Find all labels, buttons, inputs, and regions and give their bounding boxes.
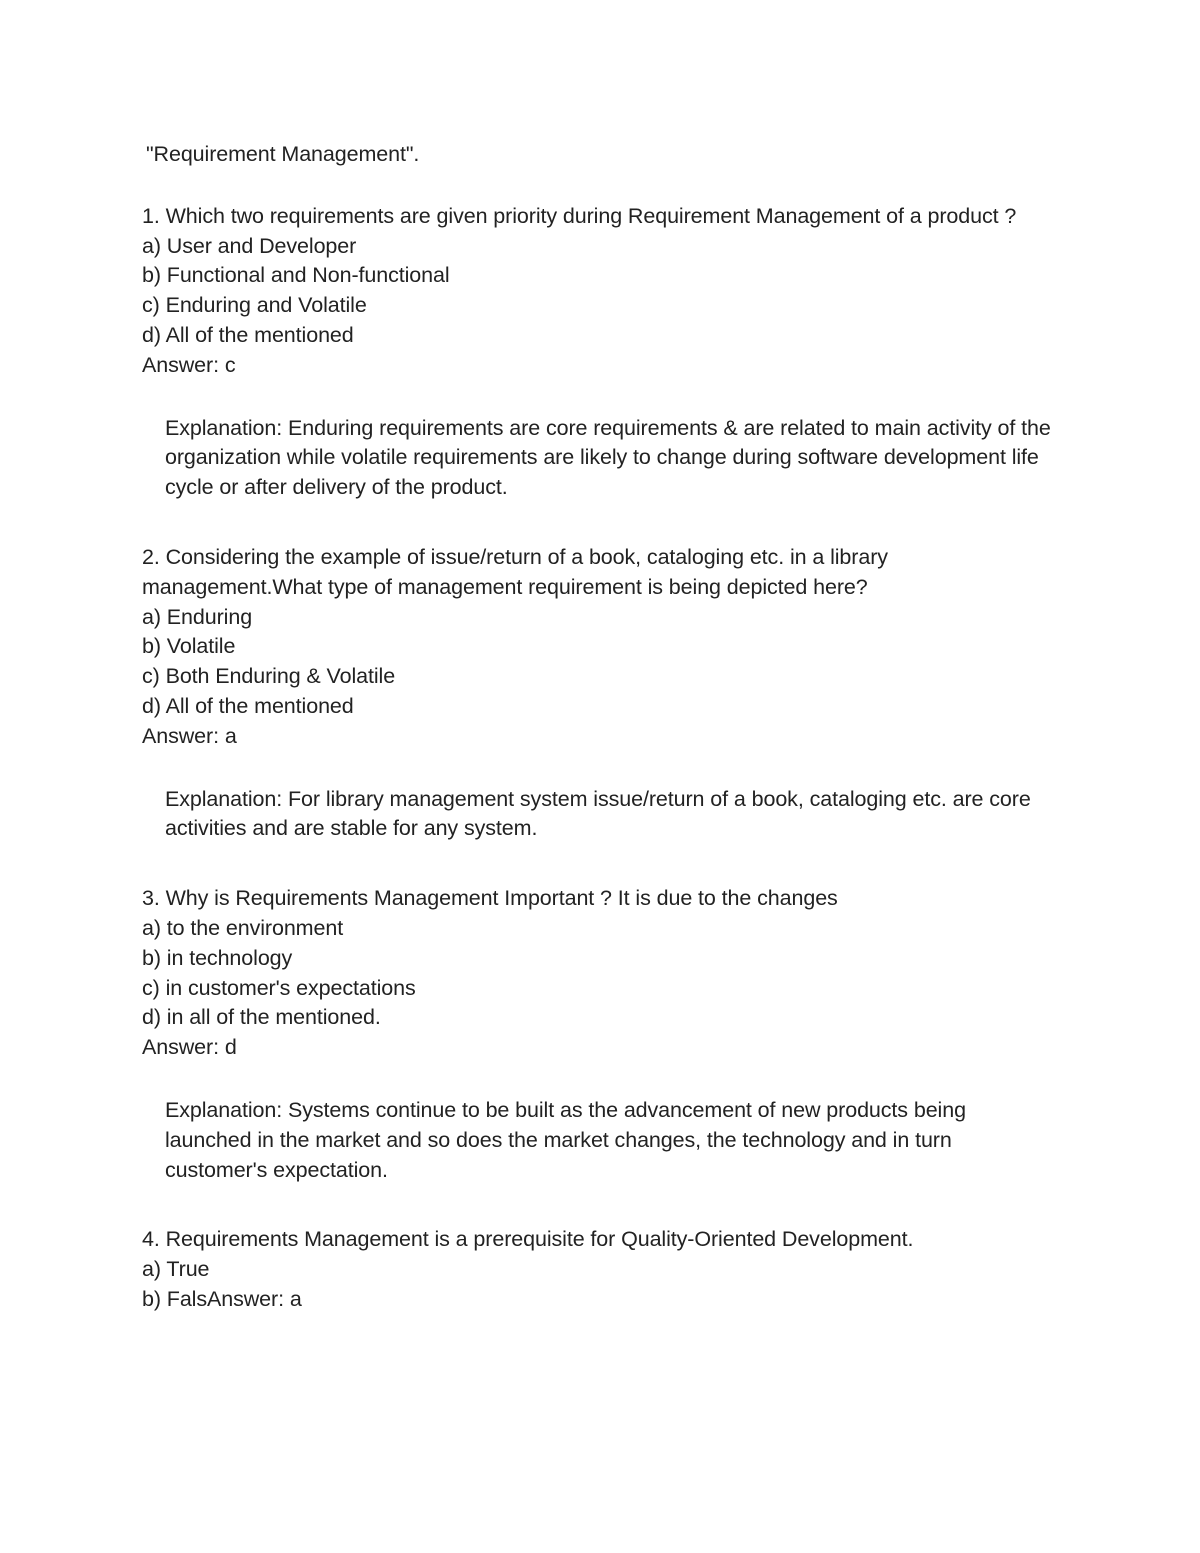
answer: Answer: c [142, 352, 236, 377]
question-prompt: 1. Which two requirements are given priority during Requirement Management of a product ? [142, 203, 1017, 228]
question-prompt: 3. Why is Requirements Management Important ? It is due to the changes [142, 886, 838, 911]
document-body [142, 140, 1062, 1315]
option-a: a) User and Developer [142, 233, 357, 258]
option-b: b) in technology [142, 945, 293, 970]
explanation: Explanation: Enduring requirements are core requirements & are related to main activity of the organization while volatile requirements are likely to change during software development life cycle or after delivery of the product. [165, 415, 1057, 500]
option-b: b) Functional and Non-functional [142, 263, 450, 288]
question-prompt: 2. Considering the example of issue/return of a book, cataloging etc. in a library management.What type of management requirement is being depicted here? [142, 544, 894, 599]
document-title: "Requirement Management". [146, 142, 420, 166]
option-a: a) to the environment [142, 915, 344, 940]
option-a: a) True [142, 1257, 210, 1282]
question-prompt: 4. Requirements Management is a prerequisite for Quality-Oriented Development. [142, 1227, 914, 1252]
option-a: a) Enduring [142, 604, 253, 629]
question-4 [142, 1225, 1062, 1314]
explanation: Explanation: Systems continue to be built as the advancement of new products being launched in the market and so does the market changes, the technology and in turn customer's expectation. [165, 1097, 972, 1182]
option-c: c) Both Enduring & Volatile [142, 664, 396, 689]
option-d: d) All of the mentioned [142, 693, 354, 718]
option-c: c) in customer's expectations [142, 975, 416, 1000]
option-b: b) FalsAnswer: a [142, 1286, 302, 1311]
answer: Answer: d [142, 1035, 237, 1060]
answer: Answer: a [142, 723, 237, 748]
question-2 [142, 543, 1062, 844]
option-b: b) Volatile [142, 634, 236, 659]
option-d: d) in all of the mentioned. [142, 1005, 381, 1030]
explanation: Explanation: For library management system issue/return of a book, cataloging etc. are core activities and are stable for any system. [165, 786, 1037, 841]
question-1 [142, 202, 1062, 503]
option-c: c) Enduring and Volatile [142, 293, 367, 318]
option-d: d) All of the mentioned [142, 322, 354, 347]
question-3 [142, 884, 1062, 1185]
